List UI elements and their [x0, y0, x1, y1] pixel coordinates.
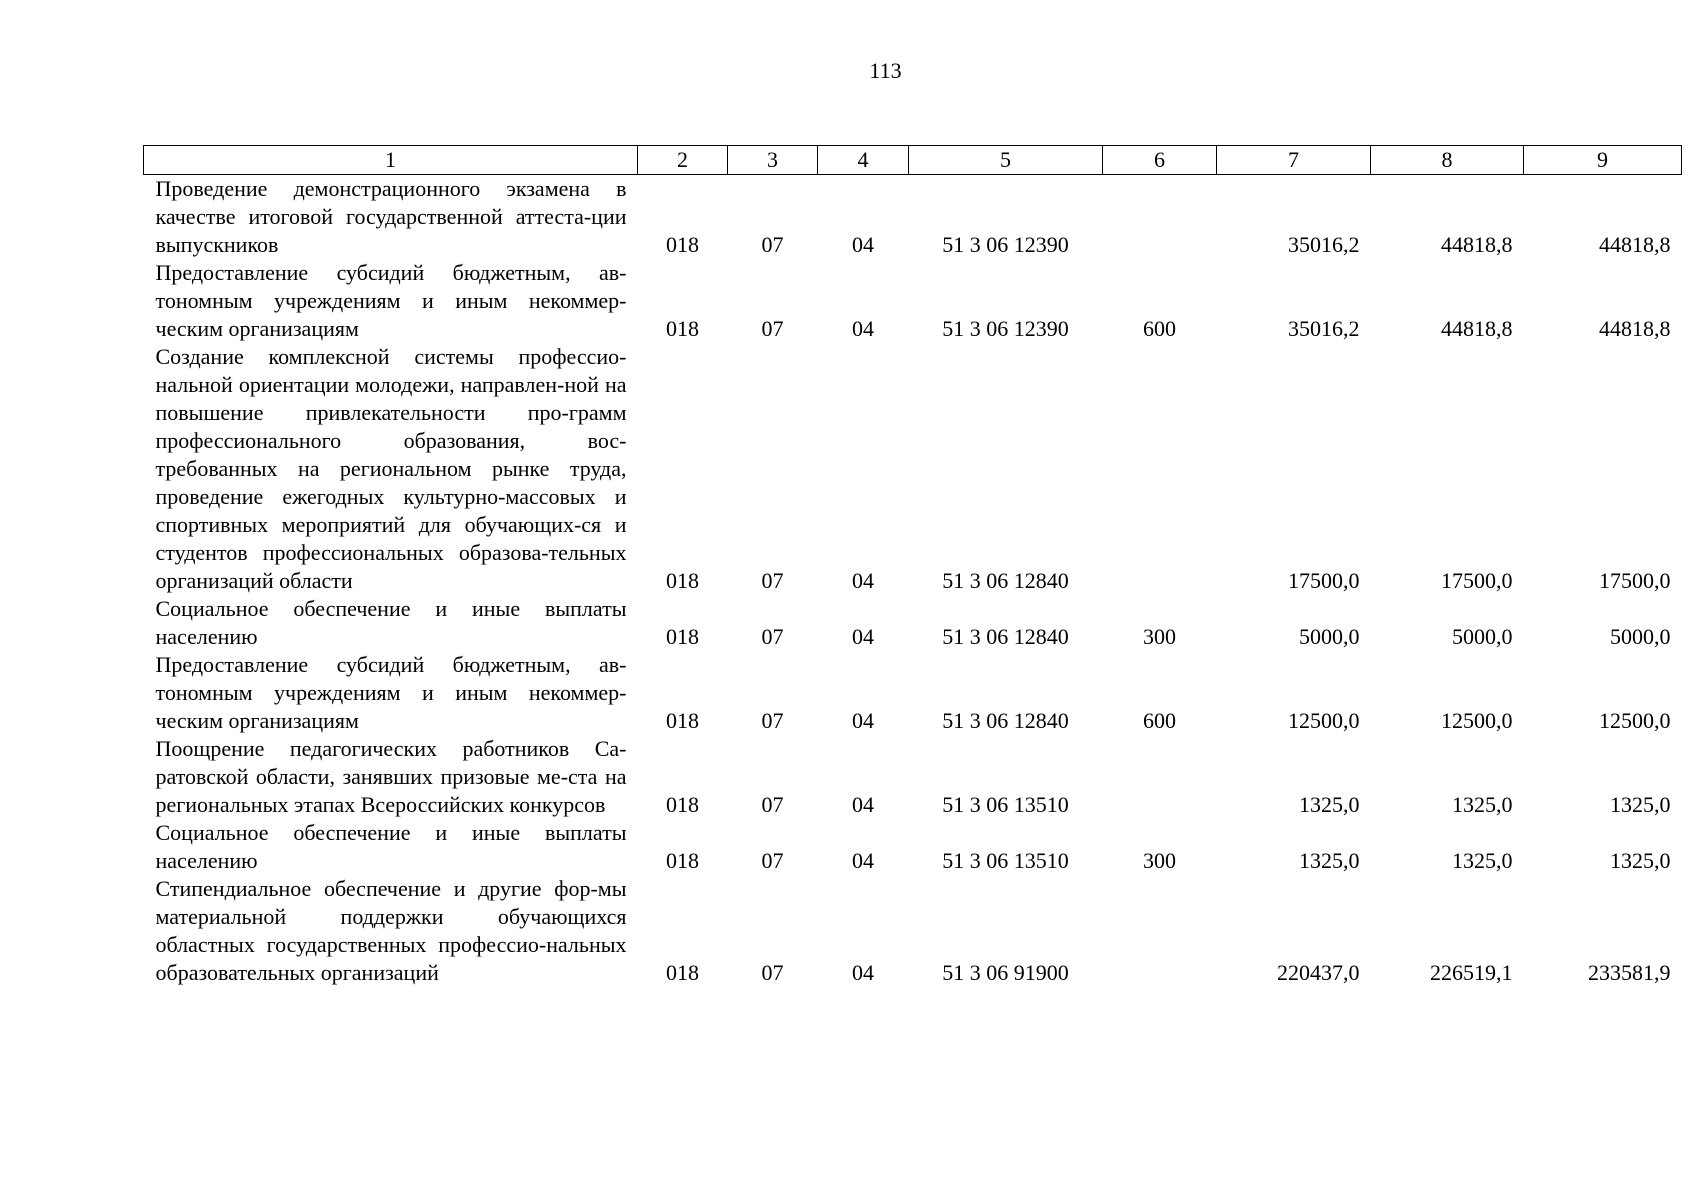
row-description: Предоставление субсидий бюджетным, ав-тономным учреждениям и иным некоммер-ческим организациям [155, 652, 627, 733]
section-code: 07 [761, 624, 784, 649]
column-header-8: 8 [1371, 146, 1524, 175]
expense-type-code [1103, 735, 1217, 819]
column-header-2: 2 [638, 146, 728, 175]
column-header-6: 6 [1103, 146, 1217, 175]
ministry-code: 018 [666, 708, 699, 733]
section-code: 07 [761, 848, 784, 873]
table-row [144, 735, 1682, 819]
ministry-code: 018 [666, 624, 699, 649]
amount-year-2: 17500,0 [1441, 568, 1513, 593]
table-row [144, 343, 1682, 595]
row-description: Социальное обеспечение и иные выплаты населению [155, 820, 627, 873]
amount-year-3: 44818,8 [1599, 232, 1671, 257]
table-row [144, 175, 1682, 260]
column-header-3: 3 [728, 146, 818, 175]
section-code: 07 [761, 316, 784, 341]
section-code: 07 [761, 792, 784, 817]
amount-year-3: 17500,0 [1599, 568, 1671, 593]
amount-year-2: 226519,1 [1430, 960, 1513, 985]
amount-year-1: 1325,0 [1299, 848, 1360, 873]
amount-year-3: 1325,0 [1610, 792, 1671, 817]
amount-year-2: 1325,0 [1452, 848, 1513, 873]
amount-year-2: 12500,0 [1441, 708, 1513, 733]
target-article-code: 51 3 06 12390 [942, 316, 1069, 341]
table-body [144, 175, 1682, 988]
column-header-1: 1 [144, 146, 638, 175]
ministry-code: 018 [666, 792, 699, 817]
expense-type-code [1103, 175, 1217, 260]
row-description: Социальное обеспечение и иные выплаты населению [155, 596, 627, 649]
target-article-code: 51 3 06 13510 [942, 792, 1069, 817]
amount-year-2: 5000,0 [1452, 624, 1513, 649]
target-article-code: 51 3 06 12840 [942, 568, 1069, 593]
expense-type-code: 600 [1143, 708, 1176, 733]
amount-year-1: 17500,0 [1288, 568, 1360, 593]
amount-year-2: 1325,0 [1452, 792, 1513, 817]
table-row [144, 651, 1682, 735]
expense-type-code: 300 [1143, 848, 1176, 873]
ministry-code: 018 [666, 960, 699, 985]
header-row [144, 146, 1682, 175]
section-code: 07 [761, 232, 784, 257]
row-description: Поощрение педагогических работников Са-ратовской области, занявших призовые ме-ста на региональных этапах Всероссийских конкурсов [155, 736, 627, 817]
column-header-4: 4 [818, 146, 909, 175]
section-code: 07 [761, 708, 784, 733]
target-article-code: 51 3 06 91900 [942, 960, 1069, 985]
amount-year-1: 35016,2 [1288, 232, 1360, 257]
expense-type-code [1103, 343, 1217, 595]
amount-year-1: 5000,0 [1299, 624, 1360, 649]
column-header-7: 7 [1217, 146, 1371, 175]
table-row [144, 819, 1682, 875]
ministry-code: 018 [666, 848, 699, 873]
ministry-code: 018 [666, 568, 699, 593]
table-row [144, 259, 1682, 343]
target-article-code: 51 3 06 12840 [942, 624, 1069, 649]
subsection-code: 04 [852, 232, 874, 257]
subsection-code: 04 [852, 708, 874, 733]
subsection-code: 04 [852, 624, 874, 649]
subsection-code: 04 [852, 848, 874, 873]
subsection-code: 04 [852, 792, 874, 817]
target-article-code: 51 3 06 12840 [942, 708, 1069, 733]
amount-year-3: 1325,0 [1610, 848, 1671, 873]
column-header-9: 9 [1524, 146, 1682, 175]
row-description: Стипендиальное обеспечение и другие фор-мы материальной поддержки обучающихся областных государственных профессио-нальных образовательных организаций [155, 876, 627, 985]
amount-year-2: 44818,8 [1441, 316, 1513, 341]
row-description: Создание комплексной системы профессио-нальной ориентации молодежи, направлен-ной на повышение привлекательности про-грамм профессионального образования, вос-требованных на региональном рынке труда, проведение ежегодных культурно-массовых и спортивных мероприятий для обучающих-ся и студентов профессиональных образова-тельных организаций области [155, 344, 627, 593]
column-header-5: 5 [909, 146, 1103, 175]
amount-year-2: 44818,8 [1441, 232, 1513, 257]
row-description: Проведение демонстрационного экзамена в качестве итоговой государственной аттеста-ции выпускников [155, 176, 627, 257]
amount-year-1: 220437,0 [1277, 960, 1360, 985]
section-code: 07 [761, 568, 784, 593]
amount-year-3: 5000,0 [1610, 624, 1671, 649]
amount-year-3: 44818,8 [1599, 316, 1671, 341]
target-article-code: 51 3 06 12390 [942, 232, 1069, 257]
section-code: 07 [761, 960, 784, 985]
budget-table [143, 145, 1682, 987]
subsection-code: 04 [852, 960, 874, 985]
target-article-code: 51 3 06 13510 [942, 848, 1069, 873]
row-description: Предоставление субсидий бюджетным, ав-тономным учреждениям и иным некоммер-ческим организациям [155, 260, 627, 341]
amount-year-1: 35016,2 [1288, 316, 1360, 341]
table-header [144, 146, 1682, 175]
ministry-code: 018 [666, 316, 699, 341]
amount-year-1: 1325,0 [1299, 792, 1360, 817]
amount-year-1: 12500,0 [1288, 708, 1360, 733]
table-row [144, 595, 1682, 651]
table-row [144, 875, 1682, 987]
amount-year-3: 233581,9 [1588, 960, 1671, 985]
expense-type-code: 600 [1143, 316, 1176, 341]
expense-type-code: 300 [1143, 624, 1176, 649]
ministry-code: 018 [666, 232, 699, 257]
subsection-code: 04 [852, 568, 874, 593]
amount-year-3: 12500,0 [1599, 708, 1671, 733]
expense-type-code [1103, 875, 1217, 987]
subsection-code: 04 [852, 316, 874, 341]
page-number: 113 [869, 58, 902, 83]
